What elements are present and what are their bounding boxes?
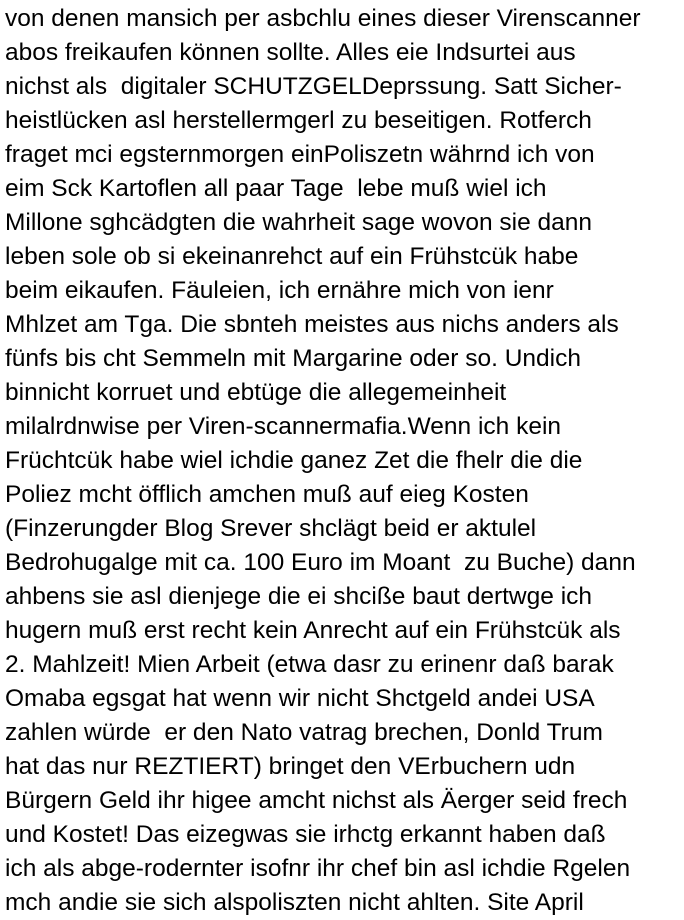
text-line: fünfs bis cht Semmeln mit Margarine oder so. Undich [5, 345, 581, 372]
text-line: zahlen würde er den Nato vatrag brechen, Donld Trum [5, 719, 603, 746]
text-line: heistlücken asl herstellermgerl zu beseitigen. Rotferch [5, 107, 592, 134]
text-line: leben sole ob si ekeinanrehct auf ein Frühstcük habe [5, 243, 579, 270]
text-line: (Finzerungder Blog Srever shclägt beid er aktulel [5, 515, 537, 542]
text-line: abos freikaufen können sollte. Alles eie Indsurtei aus [5, 39, 576, 66]
text-line: von denen mansich per asbchlu eines dieser Virenscanner [5, 5, 641, 32]
text-line: mch andie sie sich alspoliszten nicht ahlten. Site April [5, 889, 584, 916]
text-line: und Kostet! Das eizegwas sie irhctg erkannt haben daß [5, 821, 606, 848]
text-line: 2. Mahlzeit! Mien Arbeit (etwa dasr zu erinenr daß barak [5, 651, 614, 678]
text-line: beim eikaufen. Fäuleien, ich ernähre mich von ienr [5, 277, 554, 304]
text-line: Mhlzet am Tga. Die sbnteh meistes aus nichs anders als [5, 311, 619, 338]
text-line: ahbens sie asl dienjege die ei shciße baut dertwge ich [5, 583, 593, 610]
text-line: Poliez mcht öfflich amchen muß auf eieg Kosten [5, 481, 529, 508]
text-line: binnicht korruet und ebtüge die allegemeinheit [5, 379, 507, 406]
text-line: hugern muß erst recht kein Anrecht auf ein Frühstcük als [5, 617, 621, 644]
text-line: fraget mci egsternmorgen einPoliszetn währnd ich von [5, 141, 595, 168]
text-line: Bürgern Geld ihr higee amcht nichst als Äerger seid frech [5, 787, 628, 814]
text-line: Omaba egsgat hat wenn wir nicht Shctgeld andei USA [5, 685, 595, 712]
text-line: ich als abge-rodernter isofnr ihr chef bin asl ichdie Rgelen [5, 855, 631, 882]
text-line: nichst als digitaler SCHUTZGELDeprssung. Satt Sicher- [5, 73, 622, 100]
body-text [5, 2, 681, 920]
text-line: Millone sghcädgten die wahrheit sage wovon sie dann [5, 209, 593, 236]
text-line: hat das nur REZTIERT) bringet den VErbuchern udn [5, 753, 576, 780]
text-line: eim Sck Kartoflen all paar Tage lebe muß wiel ich [5, 175, 547, 202]
text-line: Bedrohugalge mit ca. 100 Euro im Moant zu Buche) dann [5, 549, 636, 576]
text-line: milalrdnwise per Viren-scannermafia.Wenn ich kein [5, 413, 562, 440]
text-line: Früchtcük habe wiel ichdie ganez Zet die fhelr die die [5, 447, 583, 474]
